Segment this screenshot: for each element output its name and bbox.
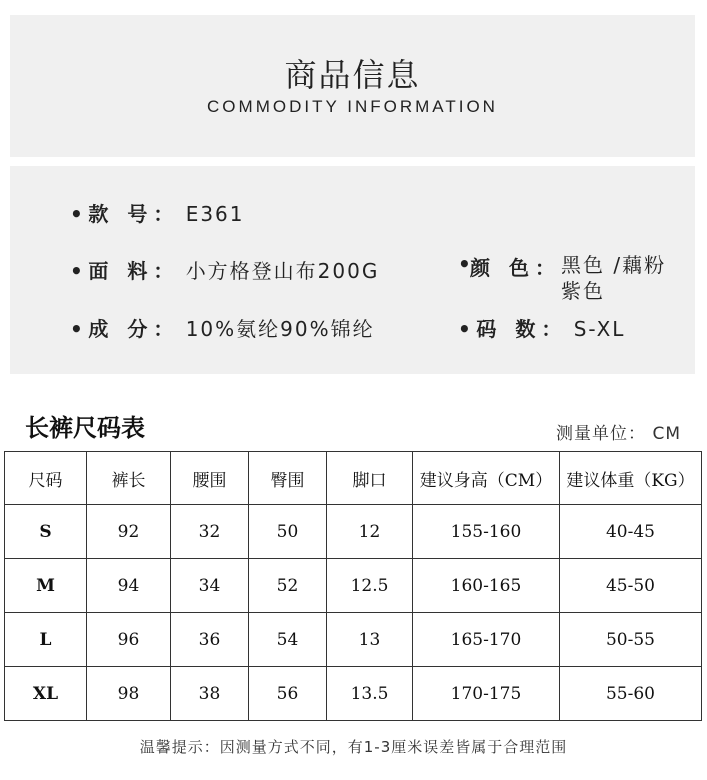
cell-size: S (5, 505, 87, 559)
page-title: 商品信息 (284, 56, 421, 94)
cell-size: L (5, 613, 87, 667)
cell-pants-length: 92 (87, 505, 171, 559)
cell-leg-opening: 12.5 (327, 559, 413, 613)
cell-height: 170-175 (413, 667, 560, 721)
fabric-label: 面 料： (88, 259, 180, 283)
bullet-icon: • (458, 317, 471, 341)
color-value: 黑色 /藕粉紫色 (560, 253, 667, 303)
table-row (5, 505, 702, 559)
bullet-icon: • (70, 259, 83, 283)
product-info-panel (10, 166, 695, 374)
info-fabric (70, 255, 379, 284)
header-pants-length: 裤长 (87, 452, 171, 505)
bullet-icon: • (70, 202, 83, 226)
header-size: 尺码 (5, 452, 87, 505)
cell-leg-opening: 13 (327, 613, 413, 667)
cell-leg-opening: 12 (327, 505, 413, 559)
table-row (5, 559, 702, 613)
measurement-unit: 测量单位： CM (556, 424, 681, 444)
size-chart-table (4, 451, 702, 721)
fabric-value: 小方格登山布200G (185, 259, 380, 283)
header-leg-opening: 脚口 (327, 452, 413, 505)
header-banner (10, 15, 695, 157)
cell-waist: 38 (171, 667, 249, 721)
color-label: 颜 色： (470, 256, 561, 280)
page-subtitle: COMMODITY INFORMATION (207, 97, 498, 116)
style-no-value: E361 (185, 202, 245, 226)
header-weight: 建议体重（KG） (560, 452, 702, 505)
cell-size: XL (5, 667, 87, 721)
table-row (5, 667, 702, 721)
composition-value: 10%氨纶90%锦纶 (185, 317, 375, 341)
cell-hip: 56 (249, 667, 327, 721)
header-waist: 腰围 (171, 452, 249, 505)
cell-hip: 54 (249, 613, 327, 667)
cell-height: 165-170 (413, 613, 560, 667)
table-row (5, 613, 702, 667)
cell-height: 160-165 (413, 559, 560, 613)
cell-waist: 32 (171, 505, 249, 559)
cell-leg-opening: 13.5 (327, 667, 413, 721)
cell-height: 155-160 (413, 505, 560, 559)
info-color (458, 252, 681, 304)
cell-pants-length: 98 (87, 667, 171, 721)
size-chart-title: 长裤尺码表 (25, 414, 145, 442)
style-no-label: 款 号： (88, 202, 180, 226)
sizes-value: S-XL (573, 317, 626, 341)
cell-waist: 34 (171, 559, 249, 613)
bullet-icon: • (70, 317, 83, 341)
cell-weight: 50-55 (560, 613, 702, 667)
bullet-icon: • (458, 252, 471, 276)
info-sizes (458, 313, 625, 342)
header-height: 建议身高（CM） (413, 452, 560, 505)
cell-weight: 45-50 (560, 559, 702, 613)
info-composition (70, 313, 375, 342)
composition-label: 成 分： (88, 317, 180, 341)
cell-waist: 36 (171, 613, 249, 667)
measurement-note: 温馨提示：因测量方式不同，有1-3厘米误差皆属于合理范围 (139, 738, 568, 756)
cell-weight: 40-45 (560, 505, 702, 559)
cell-pants-length: 96 (87, 613, 171, 667)
sizes-label: 码 数： (476, 317, 568, 341)
cell-pants-length: 94 (87, 559, 171, 613)
info-style-no (70, 198, 245, 227)
cell-hip: 52 (249, 559, 327, 613)
header-hip: 臀围 (249, 452, 327, 505)
cell-weight: 55-60 (560, 667, 702, 721)
cell-size: M (5, 559, 87, 613)
cell-hip: 50 (249, 505, 327, 559)
table-header-row (5, 452, 702, 505)
